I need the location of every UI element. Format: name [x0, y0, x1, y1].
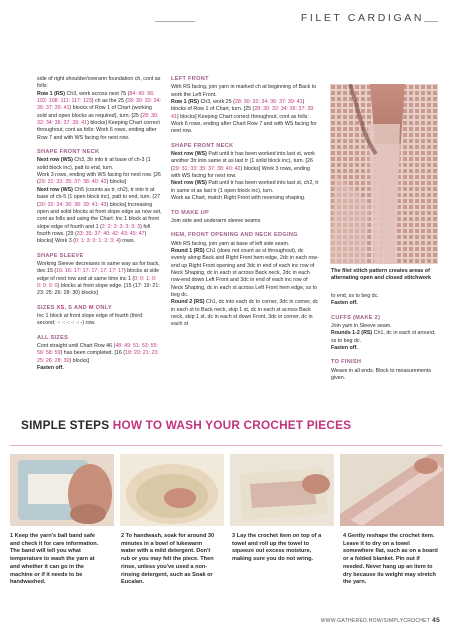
heading-to-make-up: TO MAKE UP: [171, 209, 210, 216]
row-text: ) blocks]: [106, 179, 127, 186]
heading-part: SIZES: [37, 304, 57, 311]
row-text: ) rows.: [119, 238, 135, 245]
heading-all-sizes: ALL SIZES: [37, 334, 69, 341]
row-text: ) has been completed. [16 (: [60, 350, 126, 357]
heading-sizes: [37, 305, 162, 312]
fasten-off: Fasten off.: [331, 345, 358, 352]
step-4-text: 4 Gently reshape the crochet item. Leave it to dry on a towel somewhere flat, such as on a board or a folded blanket. Pin out if needed. Never hang up an item to dry because its weight may stretch the yarn.: [343, 533, 438, 586]
row-text: ) blocks of Row 1 of Chart, turn. [25 (: [171, 99, 305, 113]
step-4-photo: [340, 454, 444, 526]
heading-part: XS: [56, 304, 65, 311]
size-list: 28: 30: 32: 34: 36: 37: 39: 41: [234, 99, 303, 106]
row-label: Round 1 (RS): [171, 247, 205, 254]
size-list: 0: 0: 1: 0: 0: 0: 0: 0: [37, 275, 157, 289]
next-row-paragraph: [171, 151, 319, 180]
row-text: Ch3, work 25 (: [198, 99, 235, 106]
cuffs-text: Join yarn in Sleeve seam.: [331, 323, 392, 330]
sleeve-paragraph: [37, 261, 162, 298]
ball-band-image: [10, 454, 114, 526]
sizes-paragraph: Inc 1 block at front slope edge of fourth (third: second: -: -: -: -: -: -) row.: [37, 312, 144, 327]
next-row-paragraph-2: [37, 187, 162, 246]
step-3-text: 3 Lay the crochet item on top of a towel and roll up the towel to squeeze out excess moisture, making sure you do not wring.: [232, 533, 322, 563]
row-text: ) blocks] Work 3 rows, ending with WS facing for next row.: [171, 165, 310, 180]
heading-shape-front-neck: SHAPE FRONT NECK: [171, 142, 234, 149]
heading-to-finish: TO FINISH: [331, 359, 362, 366]
row-label: Rounds 1-2 (RS): [331, 330, 373, 337]
section-divider: [10, 445, 442, 446]
footer-url[interactable]: WWW.GATHERED.HOW/SIMPLYCROCHET: [320, 618, 431, 624]
size-list: 18: 20: 21: 23: 25: 26: 28: 30: [37, 350, 159, 364]
simple-steps-title: [21, 418, 351, 432]
page-header: [0, 7, 452, 29]
header-rule-right: [424, 21, 438, 22]
title-secondary: HOW TO WASH YOUR CROCHET PIECES: [112, 418, 352, 432]
heading-hem: HEM, FRONT OPENING AND NECK EDGING: [171, 232, 298, 239]
size-list: 30: 32: 34: 36: 38: 39: 41: 43: [38, 201, 107, 208]
handwash-bowl-image: [120, 454, 224, 526]
header-rule-left: [155, 21, 195, 22]
page-number: 45: [432, 617, 440, 624]
row-text: Patt until tr has been worked into last st, work another 3tr into same st as last tr (1 solid block inc), turn. [26 (: [171, 151, 315, 172]
row-text: ) blocks] Increasing open and solid blocks at front slope edge as now set, cont as folls and using the Chart: Inc 1 block at front slope edge of fourth and 1 (: [37, 201, 162, 230]
size-list: 0: 1: 3: 0: 1: 2: 3: 4: [74, 238, 120, 245]
row-text: ) blocks of Row 1 of Chart (working sold and open blocks as required), turn. [25 (: [37, 105, 152, 119]
cardigan-illustration: [330, 84, 438, 264]
work3-paragraph: [37, 172, 162, 187]
row-text: Ch3, 3tr into tr at base of ch-3 (1 solid block inc), patt to end, turn.: [37, 157, 151, 171]
heading-shape-front-neck: SHAPE FRONT NECK: [37, 149, 100, 156]
step-2-photo: [120, 454, 224, 526]
row-text: Work 3 rows, ending with WS facing for next row. [26 (: [37, 172, 161, 186]
heading-part: ONLY: [93, 304, 112, 311]
row-text: Patt until tr has been worked into last st, ch2, tr in same st as last tr (1 open block inc), turn.: [171, 180, 319, 194]
row-label: Row 1 (RS): [171, 99, 199, 106]
fasten-off-text: [331, 300, 439, 307]
row1-paragraph: [171, 99, 319, 136]
row-label: Next row (WS): [37, 186, 73, 193]
row-text: Working Sleeve decreases in same way as for back, dec 15 (: [37, 260, 160, 275]
section-title: FILET CARDIGAN: [300, 12, 424, 24]
size-list: 33: 35: 37: 40: 42: 43: 45: 47: [76, 230, 145, 237]
row-text: ) blocks]: [69, 357, 90, 364]
row-text: ) blocks at front slope edge. [15 (17: 19: 21: 23: 25: 26: 28: 30) blocks]: [37, 282, 160, 297]
heading-part: , S AND: [64, 304, 89, 311]
size-list: 84: 90: 96: 102: 108: 111: 117: 123: [37, 90, 155, 105]
step-1-photo: [10, 454, 114, 526]
size-list: 2: 2: 3: 3: 3: 3: 3: [101, 223, 141, 230]
make-up-text: Join side and underarm sleeve seams.: [171, 217, 262, 224]
heading-left-front: LEFT FRONT: [171, 76, 209, 82]
step-2-text: 2 To handwash, soak for around 30 minutes in a bowl of lukewarm water with a mild detergent. Don't rub or you may felt the piece. Then rinse, unless you've used a non-rinsing detergent, such as Soak or Eucalan.: [121, 533, 215, 586]
reshape-drying-image: [340, 454, 444, 526]
heading-shape-sleeve: SHAPE SLEEVE: [37, 252, 84, 259]
row-text: Ch1 (does not count as st throughout), dc evenly along Back and Right Front hem edge, 2dc in each row-end up Right Front opening and 3dc in end of each inc row of Neck Shaping, dc in each st across Back neck, 2dc in each row-end down Left Front and 3dc in end of each inc row of Neck Shaping, dc in each st across Left Front hem edge, ss to beg dc.: [171, 247, 319, 298]
page-footer: [321, 617, 440, 624]
step-3-photo: [230, 454, 334, 526]
round1-paragraph: [171, 248, 319, 299]
cont-text: to end, ss to beg dc.: [331, 293, 379, 299]
work-chart-text: Work as Chart, match Right Front with reversing shaping.: [171, 195, 306, 202]
row-text: ) blocks] Keeping Chart correct throughout, cont as folls: Work 6 rows, ending after Chart Row 7 and with WS facing for next row.: [171, 113, 317, 135]
towel-roll-image: [230, 454, 334, 526]
pattern-column-2: [171, 76, 319, 329]
row-text: Ch5 (counts as tr, ch2), tr into tr at base of ch-5 (1 open block inc), patt to end, turn. (27 (: [37, 186, 161, 208]
fasten-off-text: [37, 365, 162, 372]
row-text: ) blocks] Keeping Chart correct throughout, cont as folls: Work 6 rows, ending after Row 7 and with WS facing for next row.: [37, 120, 160, 141]
round2-paragraph: [171, 299, 319, 328]
row-label: Next row (WS): [171, 151, 207, 158]
rounds-paragraph: [331, 330, 439, 345]
row-text: Ch1, dc into each dc to corner, 3dc in corner, dc in each st to Back neck, skip 1 st, dc in each st across Back neck, skip 1 st, dc in each st down Front, 3dc in corner, dc in each st: [171, 299, 319, 328]
size-list: 48: 49: 51: 53: 55: 56: 58: 59: [37, 343, 159, 357]
row-text: Cont straight until Chart Row 46 (: [37, 343, 116, 349]
row-text: Ch1, dc in each st around, ss to beg dc.: [331, 330, 436, 344]
title-primary: SIMPLE STEPS: [21, 418, 110, 432]
fasten-off-text-2: [331, 345, 439, 352]
size-list: 16: 16: 17: 17: 17: 17: 17: 17: [56, 268, 124, 275]
row1-paragraph: [37, 91, 162, 142]
next-row-paragraph-2: [171, 180, 319, 195]
heading-part: M: [88, 304, 94, 311]
size-list: 29: 31: 33: 35: 37: 38: 40: 42: [172, 165, 241, 172]
left-front-text: With RS facing, join yarn in marked ch at beginning of Back to work the Left Front.: [171, 84, 317, 98]
size-list: 28: 30: 32: 34: 36: 37: 39: 41: [37, 112, 159, 127]
pattern-column-1: [37, 76, 162, 372]
cardigan-photo: [330, 84, 438, 264]
row-label: Row 1 (RS): [37, 90, 65, 97]
intro-text: side of right shoulder/overarm foundation ch, cont as folls:: [37, 76, 161, 90]
row-text: ) ch as the 25 (: [91, 98, 128, 105]
all-sizes-paragraph: [37, 343, 162, 365]
size-list: 29: 31: 33: 35: 37: 38: 40: 42: [38, 179, 107, 186]
size-list: 28: 30: 32: 34: 36: 37: 39: 41: [171, 106, 315, 120]
finish-text: Weave in all ends. Block to measurements given.: [331, 367, 432, 382]
row-text: ) blocks at side edge of next row and at same time inc 1 (: [37, 268, 160, 282]
row-text: ) blocks] Work 3 (: [37, 230, 147, 245]
next-row-paragraph: [37, 157, 162, 172]
row-label: Next row (WS): [37, 157, 73, 164]
photo-caption: The filet stitch pattern creates areas of alternating open and closed stitchwork: [331, 268, 432, 282]
size-list: 28: 30: 32: 34: 36: 37: 39: 41: [37, 98, 162, 112]
row-label: Next row (WS): [171, 180, 207, 187]
pattern-column-3: [331, 293, 439, 382]
fasten-off: Fasten off.: [331, 300, 358, 307]
hem-text: With RS facing, join yarn at base of left side seam.: [171, 240, 290, 247]
step-1-text: 1 Keep the yarn's ball band safe and check it for care information. The band will tell you what temperature to wash the yarn at and whether it can go in the machine or if it needs to be handwashed.: [10, 533, 99, 586]
row-label: Round 2 (RS): [171, 299, 205, 306]
heading-cuffs: CUFFS (MAKE 2): [331, 314, 381, 321]
fasten-off: Fasten off.: [37, 365, 64, 372]
row-text: Ch3, work across next 75 (: [64, 90, 130, 97]
row-text: ) foll fourth rows. [29 (: [37, 223, 151, 237]
